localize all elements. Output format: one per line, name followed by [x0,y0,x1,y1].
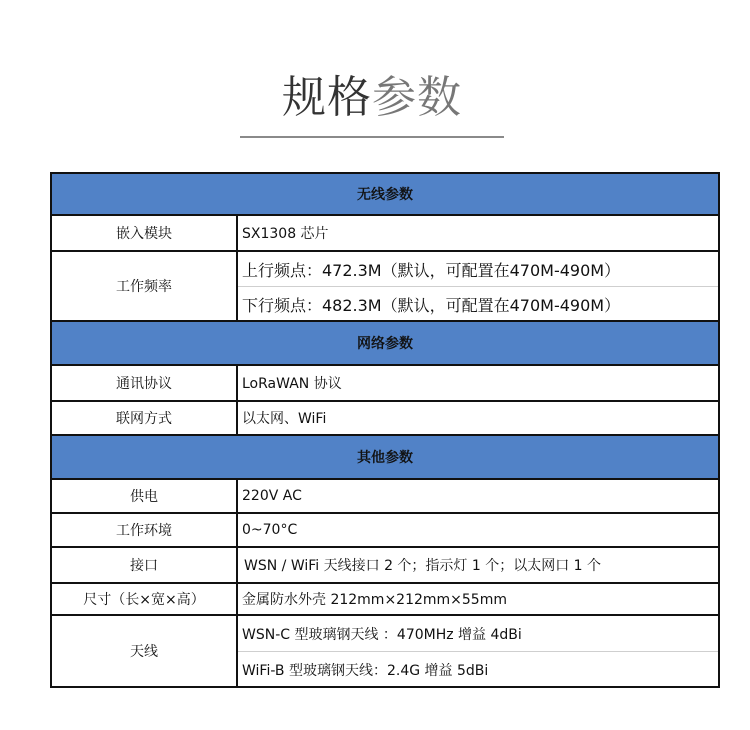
row-value: 上行频点：472.3M（默认，可配置在470M-490M） [242,260,621,280]
table-row [52,214,718,250]
table-row [52,478,718,512]
spec-table [50,172,720,688]
table-row [52,400,718,434]
row-value: WSN-C 型玻璃钢天线 ：470MHz 增益 4dBi [242,626,522,643]
row-value-group [238,616,718,686]
row-value: WSN / WiFi 天线接口 2 个；指示灯 1 个；以太网口 1 个 [244,558,602,574]
row-label: 供电 [52,480,238,512]
section-title: 无线参数 [357,187,413,203]
section-title: 其他参数 [357,450,413,466]
row-label: 通讯协议 [52,366,238,400]
row-label: 天线 [52,616,238,686]
row-value: 以太网、WiFi [242,411,327,427]
section-header-network [52,320,718,364]
row-value: 金属防水外壳 212mm×212mm×55mm [242,592,507,608]
section-title: 网络参数 [357,336,413,352]
row-label: 工作环境 [52,514,238,546]
section-header-wireless [52,174,718,214]
row-label: 联网方式 [52,402,238,434]
title-underline [240,136,504,138]
page-title-dark: 规格 [282,72,372,123]
page-title-light: 参数 [372,72,462,123]
table-row [52,614,718,686]
row-label: 接口 [52,548,238,582]
row-value: LoRaWAN 协议 [242,376,342,392]
section-header-other [52,434,718,478]
row-value: WiFi-B 型玻璃钢天线：2.4G 增益 5dBi [238,651,718,687]
row-value: 下行频点：482.3M（默认，可配置在470M-490M） [238,286,718,321]
table-row [52,546,718,582]
table-row [52,364,718,400]
table-row [52,582,718,614]
row-label: 尺寸（长×宽×高） [52,584,238,614]
row-value-group [238,252,718,320]
table-row [52,512,718,546]
row-label: 嵌入模块 [52,216,238,250]
table-row [52,250,718,320]
row-value: SX1308 芯片 [242,226,329,242]
page-title [240,70,504,126]
row-label: 工作频率 [52,252,238,320]
row-value: 0~70°C [242,522,298,538]
row-value: 220V AC [242,488,302,504]
